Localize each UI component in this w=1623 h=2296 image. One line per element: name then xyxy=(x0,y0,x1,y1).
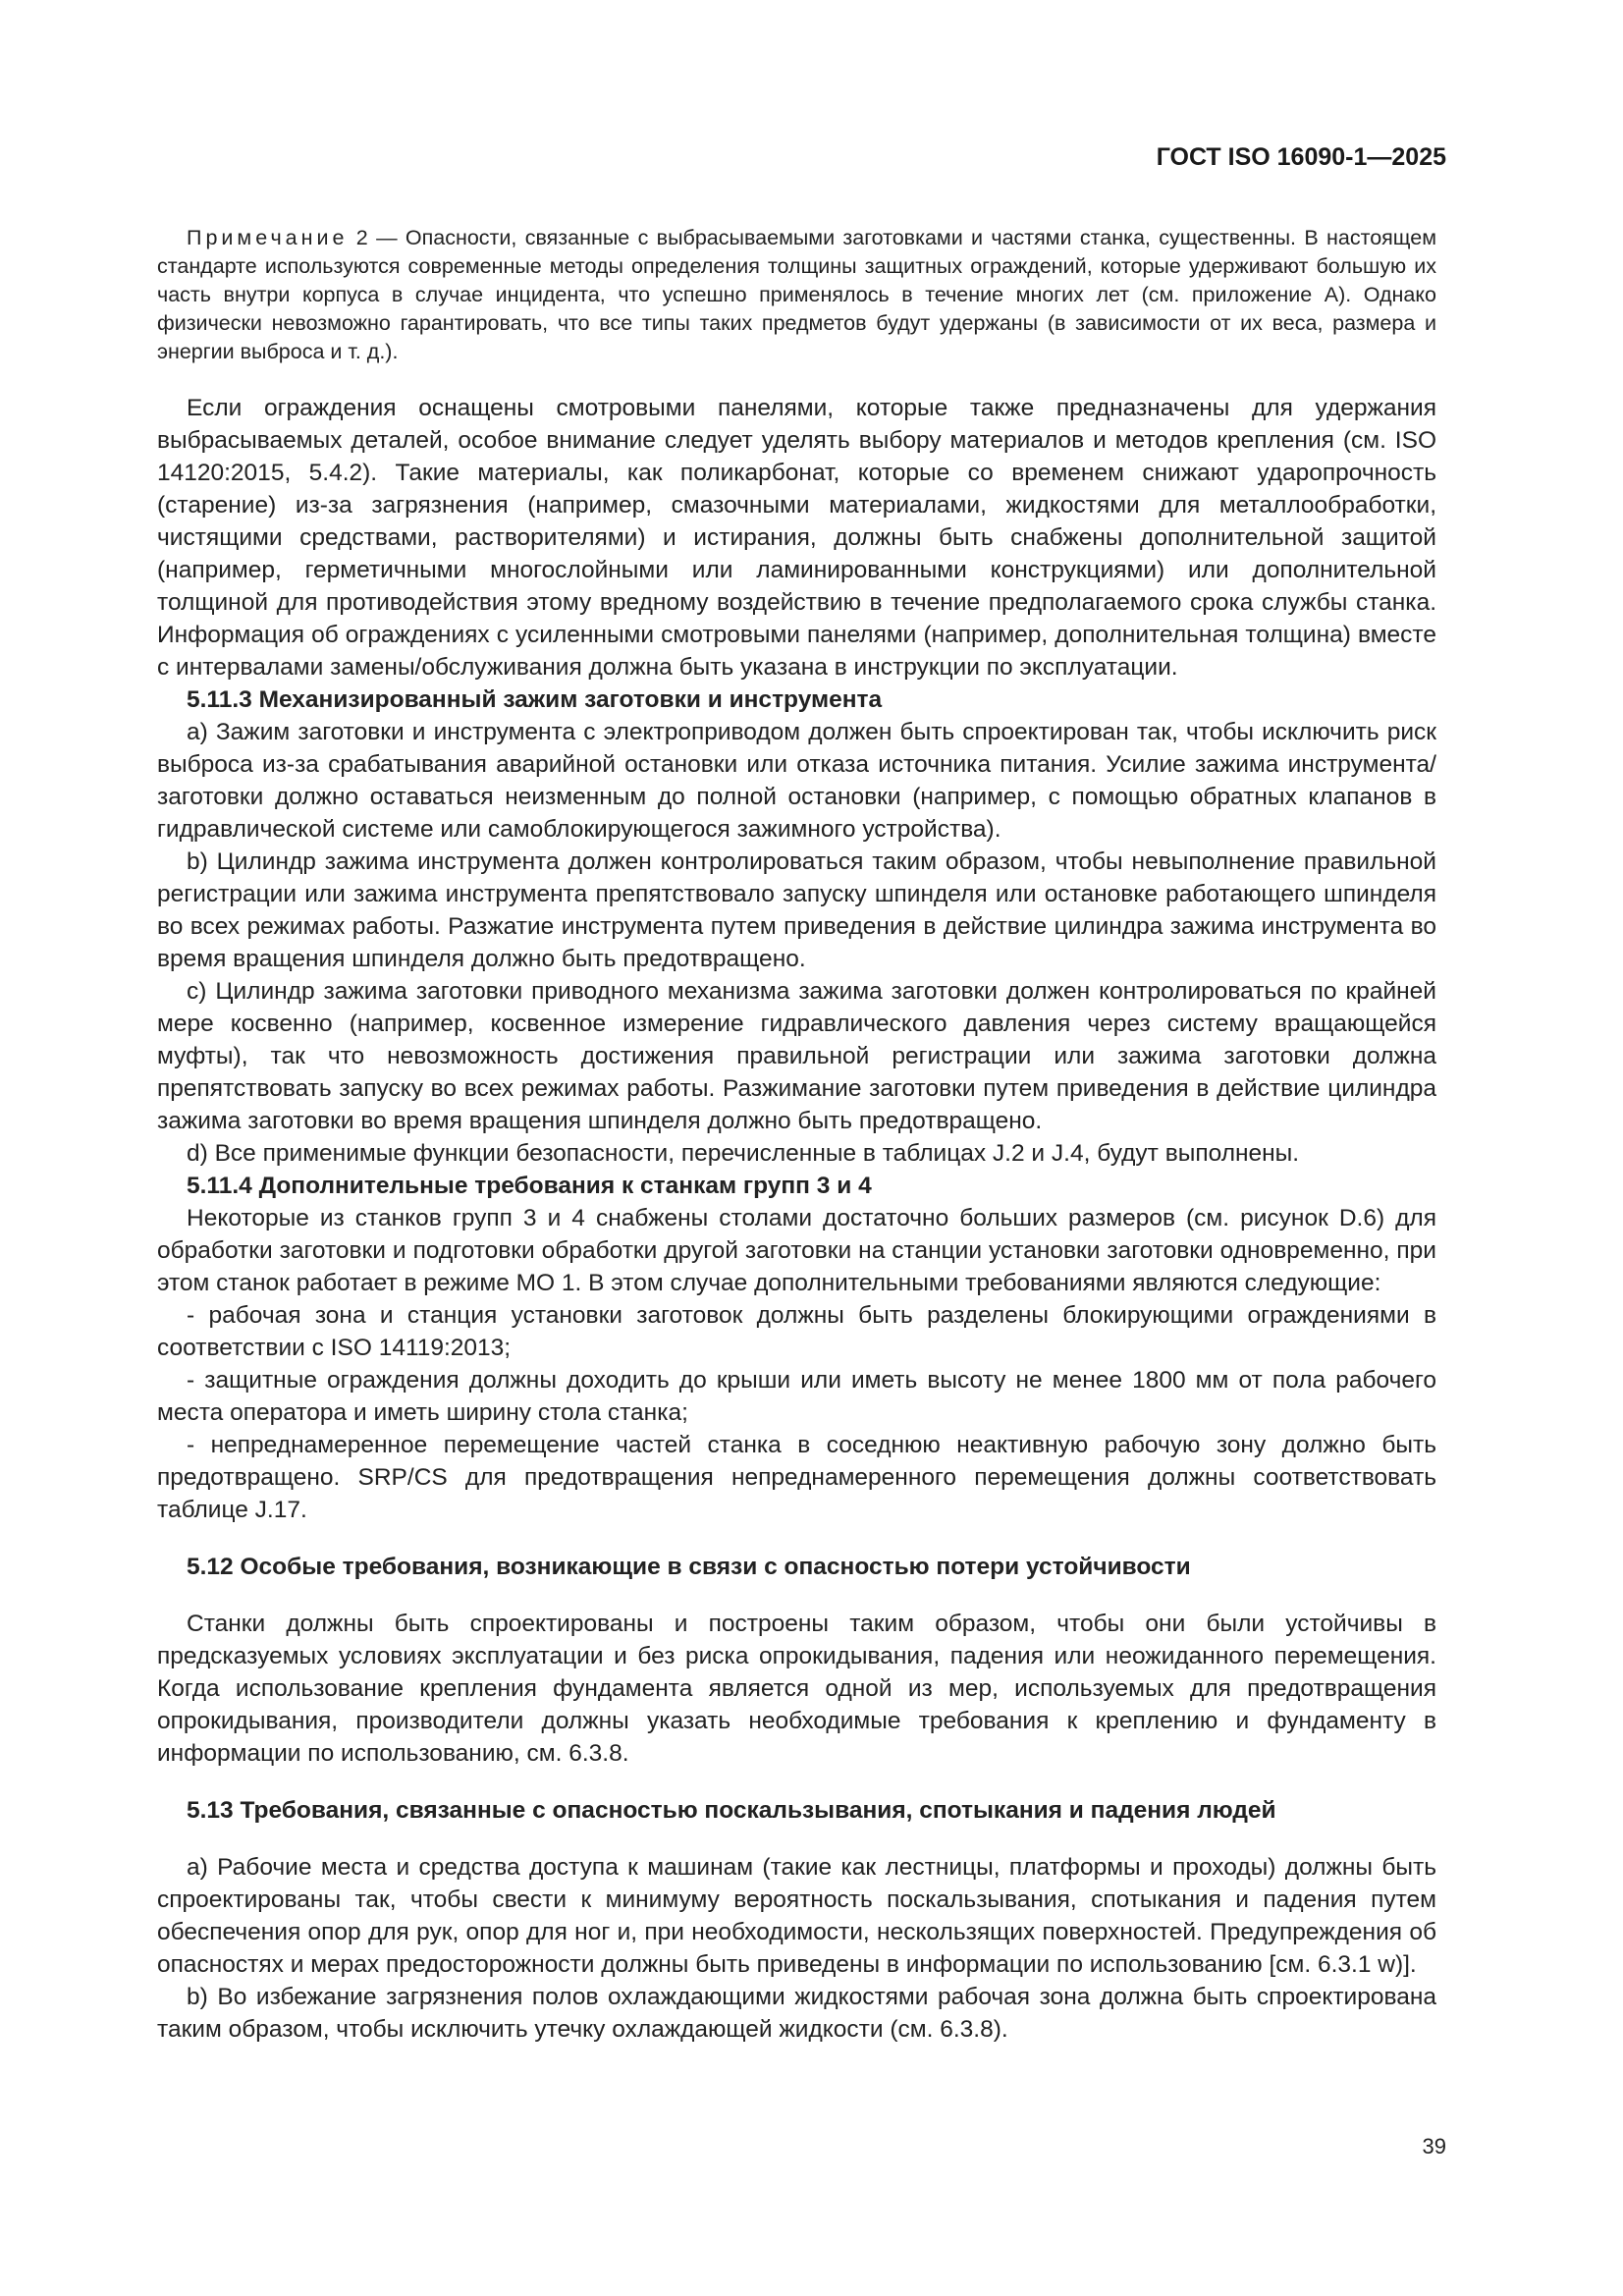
list-item-dash-3: - непреднамеренное перемещение частей станка в соседнюю неактивную рабочую зону должно быть предотвращено. SRP/CS для предотвращения непреднамеренного перемещения должны соответствовать таблице J.17. xyxy=(157,1432,1436,1523)
note-label: Примечание xyxy=(187,226,349,249)
list-item-dash-2: - защитные ограждения должны доходить до крыши или иметь высоту не менее 1800 мм от пола рабочего места оператора и иметь ширину стола станка; xyxy=(157,1367,1436,1426)
paragraph-5-13-b: b) Во избежание загрязнения полов охлаждающими жидкостями рабочая зона должна быть спроектирована таким образом, чтобы исключить утечку охлаждающей жидкости (см. 6.3.8). xyxy=(157,1984,1436,2043)
list-item-dash-1: - рабочая зона и станция установки заготовок должны быть разделены блокирующими ограждениями в соответствии с ISO 14119:2013; xyxy=(157,1302,1436,1361)
heading-5-11-4: 5.11.4 Дополнительные требования к станкам групп 3 и 4 xyxy=(187,1173,872,1199)
paragraph-5-11-4: Некоторые из станков групп 3 и 4 снабжены столами достаточно больших размеров (см. рисунок D.6) для обработки заготовки и подготовки обработки другой заготовки на станции установки заготовки одновременно, при этом станок работает в режиме МО 1. В этом случае дополнительными требованиями являются следующие: xyxy=(157,1205,1436,1296)
note-paragraph xyxy=(157,224,1436,366)
heading-5-13: 5.13 Требования, связанные с опасностью поскальзывания, спотыкания и падения людей xyxy=(187,1797,1276,1824)
document-header: ГОСТ ISO 16090-1—2025 xyxy=(1156,143,1446,171)
section-spacer xyxy=(157,1526,1436,1551)
paragraph-5-11-3-a: а) Зажим заготовки и инструмента с электроприводом должен быть спроектирован так, чтобы исключить риск выброса из-за срабатывания аварийной остановки или отказа источника питания. Усилие зажима инструмента/заготовки должно оставаться неизменным до полной остановки (например, с помощью обратных клапанов в гидравлической системе или самоблокирующегося зажимного устройства). xyxy=(157,719,1436,843)
heading-5-11-3: 5.11.3 Механизированный зажим заготовки и инструмента xyxy=(187,686,883,713)
page-number: 39 xyxy=(1422,2134,1446,2159)
section-spacer xyxy=(157,1827,1436,1851)
paragraph-guards: Если ограждения оснащены смотровыми панелями, которые также предназначены для удержания выбрасываемых деталей, особое внимание следует уделять выбору материалов и методов крепления (см. ISO 14120:2015, 5.4.2). Такие материалы, как поликарбонат, которые со временем снижают ударопрочность (старение) из-за загрязнения (например, смазочными материалами, жидкостями для металлообработки, чистящими средствами, растворителями) и истирания, должны быть снабжены дополнительной защитой (например, герметичными многослойными или ламинированными конструкциями) или дополнительной толщиной для противодействия этому вредному воздействию в течение предполагаемого срока службы станка. Информация об ограждениях с усиленными смотровыми панелями (например, дополнительная толщина) вместе с интервалами замены/обслуживания должна быть указана в инструкции по эксплуатации. xyxy=(157,395,1436,681)
page-content xyxy=(157,224,1436,2046)
heading-5-12: 5.12 Особые требования, возникающие в связи с опасностью потери устойчивости xyxy=(187,1554,1191,1580)
section-spacer xyxy=(157,1770,1436,1794)
paragraph-5-11-3-d: d) Все применимые функции безопасности, перечисленные в таблицах J.2 и J.4, будут выполнены. xyxy=(187,1140,1300,1167)
paragraph-5-13-a: а) Рабочие места и средства доступа к машинам (такие как лестницы, платформы и проходы) должны быть спроектированы так, чтобы свести к минимуму вероятность поскальзывания, спотыкания и падения путем обеспечения опор для рук, опор для ног и, при необходимости, нескользящих поверхностей. Предупреждения об опасностях и мерах предосторожности должны быть приведены в информации по использованию [см. 6.3.1 w)]. xyxy=(157,1854,1436,1978)
note-text: 2 — Опасности, связанные с выбрасываемыми заготовками и частями станка, существенны. В настоящем стандарте используются современные методы определения толщины защитных ограждений, которые удерживают большую их часть внутри корпуса в случае инцидента, что успешно применялось в течение многих лет (см. приложение А). Однако физически невозможно гарантировать, что все типы таких предметов будут удержаны (в зависимости от их веса, размера и энергии выброса и т. д.). xyxy=(157,226,1436,363)
paragraph-5-11-3-b: b) Цилиндр зажима инструмента должен контролироваться таким образом, чтобы невыполнение правильной регистрации или зажима инструмента препятствовало запуску шпинделя или остановке работающего шпинделя во всех режимах работы. Разжатие инструмента путем приведения в действие цилиндра зажима инструмента во время вращения шпинделя должно быть предотвращено. xyxy=(157,848,1436,972)
paragraph-5-11-3-c: с) Цилиндр зажима заготовки приводного механизма зажима заготовки должен контролироваться по крайней мере косвенно (например, косвенное измерение гидравлического давления через систему вращающейся муфты), так что невозможность достижения правильной регистрации или зажима заготовки должна препятствовать запуску во всех режимах работы. Разжимание заготовки путем приведения в действие цилиндра зажима заготовки во время вращения шпинделя должно быть предотвращено. xyxy=(157,978,1436,1134)
section-spacer xyxy=(157,1583,1436,1608)
paragraph-5-12: Станки должны быть спроектированы и построены таким образом, чтобы они были устойчивы в предсказуемых условиях эксплуатации и без риска опрокидывания, падения или неожиданного перемещения. Когда использование крепления фундамента является одной из мер, используемых для предотвращения опрокидывания, производители должны указать необходимые требования к креплению и фундаменту в информации по использованию, см. 6.3.8. xyxy=(157,1611,1436,1767)
